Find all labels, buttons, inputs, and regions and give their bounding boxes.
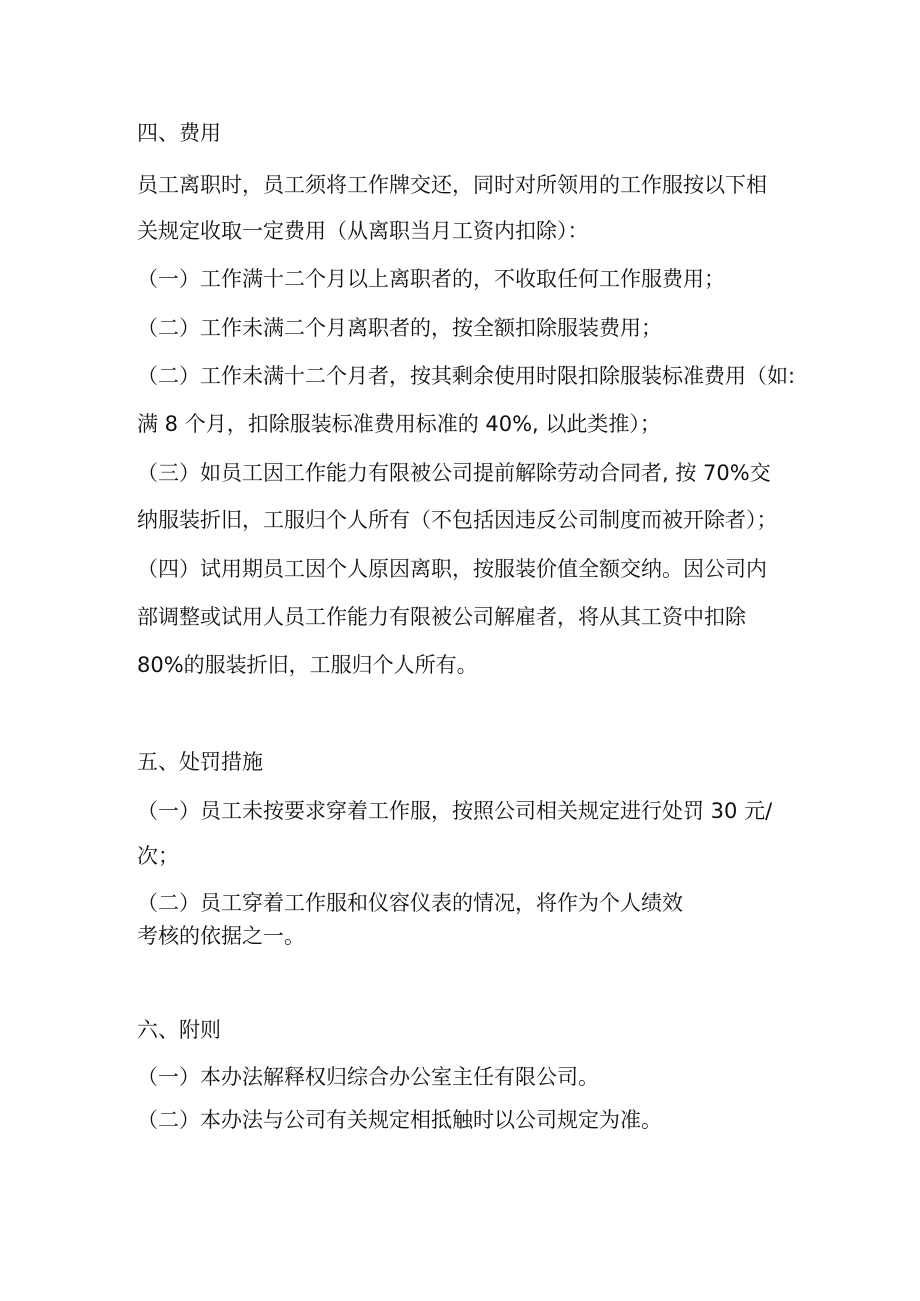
section-4-heading: 四、费用 [137,121,221,145]
paragraph-line: 关规定收取一定费用（从离职当月工资内扣除）： [137,219,589,243]
section-5-heading: 五、处罚措施 [137,750,263,774]
list-item-continuation: 考核的依据之一。 [137,924,305,948]
list-item: （一）本办法解释权归综合办公室主任有限公司。 [137,1065,599,1089]
list-item-continuation: 80%的服装折旧，工服归个人所有。 [137,653,478,677]
list-item: （一）工作满十二个月以上离职者的，不收取任何工作服费用； [137,267,725,291]
list-item: （三）如员工因工作能力有限被公司提前解除劳动合同者, 按 70%交 [137,461,771,485]
list-item: （二）工作未满十二个月者，按其剩余使用时限扣除服装标准费用（如: [137,364,796,388]
list-item-continuation: 满 8 个月，扣除服装标准费用标准的 40%, 以此类推）； [137,412,661,436]
list-item-continuation: 部调整或试用人员工作能力有限被公司解雇者，将从其工资中扣除 [137,605,746,629]
list-item-continuation: 次； [137,844,179,868]
list-item: （二）员工穿着工作服和仪容仪表的情况，将作为个人绩效 [137,891,683,915]
list-item: （四）试用期员工因个人原因离职，按服装价值全额交纳。因公司内 [137,557,767,581]
list-item: （一）员工未按要求穿着工作服，按照公司相关规定进行处罚 30 元/ [137,799,773,823]
paragraph-line: 员工离职时，员工须将工作牌交还，同时对所领用的工作服按以下相 [137,173,767,197]
section-6-heading: 六、附则 [137,1018,221,1042]
list-item: （二）本办法与公司有关规定相抵触时以公司规定为准。 [137,1108,662,1132]
list-item: （二）工作未满二个月离职者的，按全额扣除服装费用； [137,316,662,340]
list-item-continuation: 纳服装折旧，工服归个人所有（不包括因违反公司制度而被开除者）； [137,508,778,532]
